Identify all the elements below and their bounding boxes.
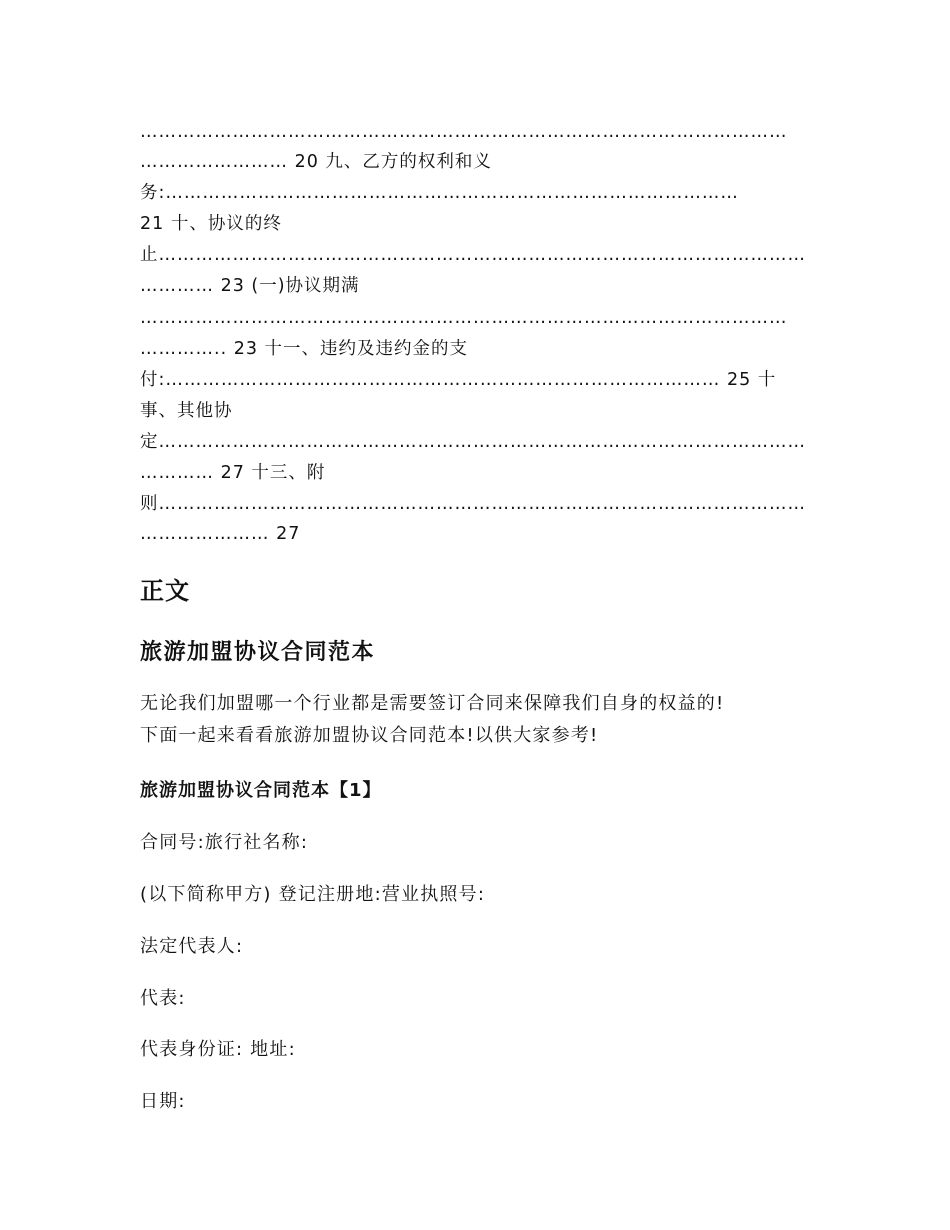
field-registration: (以下简称甲方) 登记注册地:营业执照号: (140, 884, 486, 905)
intro-paragraph-line: 无论我们加盟哪一个行业都是需要签订合同来保障我们自身的权益的! (140, 693, 725, 714)
toc-line: 定…………………………………………………………………………………………… (140, 432, 806, 452)
toc-line: ………………… 27 (140, 524, 301, 544)
sub-title: 旅游加盟协议合同范本【1】 (140, 780, 382, 801)
article-title: 旅游加盟协议合同范本 (140, 640, 376, 665)
toc-line: ………… 23 (一)协议期满 (140, 276, 360, 296)
toc-line: 付:……………………………………………………………………………… 25 十 (140, 370, 777, 390)
field-legal-representative: 法定代表人: (140, 936, 244, 957)
toc-line: 止…………………………………………………………………………………………… (140, 245, 806, 265)
toc-line: ………… 27 十三、附 (140, 463, 326, 483)
toc-line: 事、其他协 (140, 401, 233, 421)
toc-line: 则…………………………………………………………………………………………… (140, 494, 806, 514)
toc-line: ………….. 23 十一、违约及违约金的支 (140, 339, 469, 359)
field-contract-number: 合同号:旅行社名称: (140, 832, 309, 853)
toc-line: …………………………………………………………………………………………… (140, 308, 788, 328)
toc-line: 务:………………………………………………………………………………… (140, 183, 739, 203)
toc-line: 21 十、协议的终 (140, 214, 282, 234)
toc-line: …………………… 20 九、乙方的权利和义 (140, 152, 492, 172)
field-id-address: 代表身份证: 地址: (140, 1039, 296, 1060)
section-title: 正文 (140, 577, 190, 605)
field-representative: 代表: (140, 988, 186, 1009)
intro-paragraph-line: 下面一起来看看旅游加盟协议合同范本!以供大家参考! (140, 725, 599, 746)
toc-line: …………………………………………………………………………………………… (140, 122, 788, 142)
field-date: 日期: (140, 1091, 186, 1112)
